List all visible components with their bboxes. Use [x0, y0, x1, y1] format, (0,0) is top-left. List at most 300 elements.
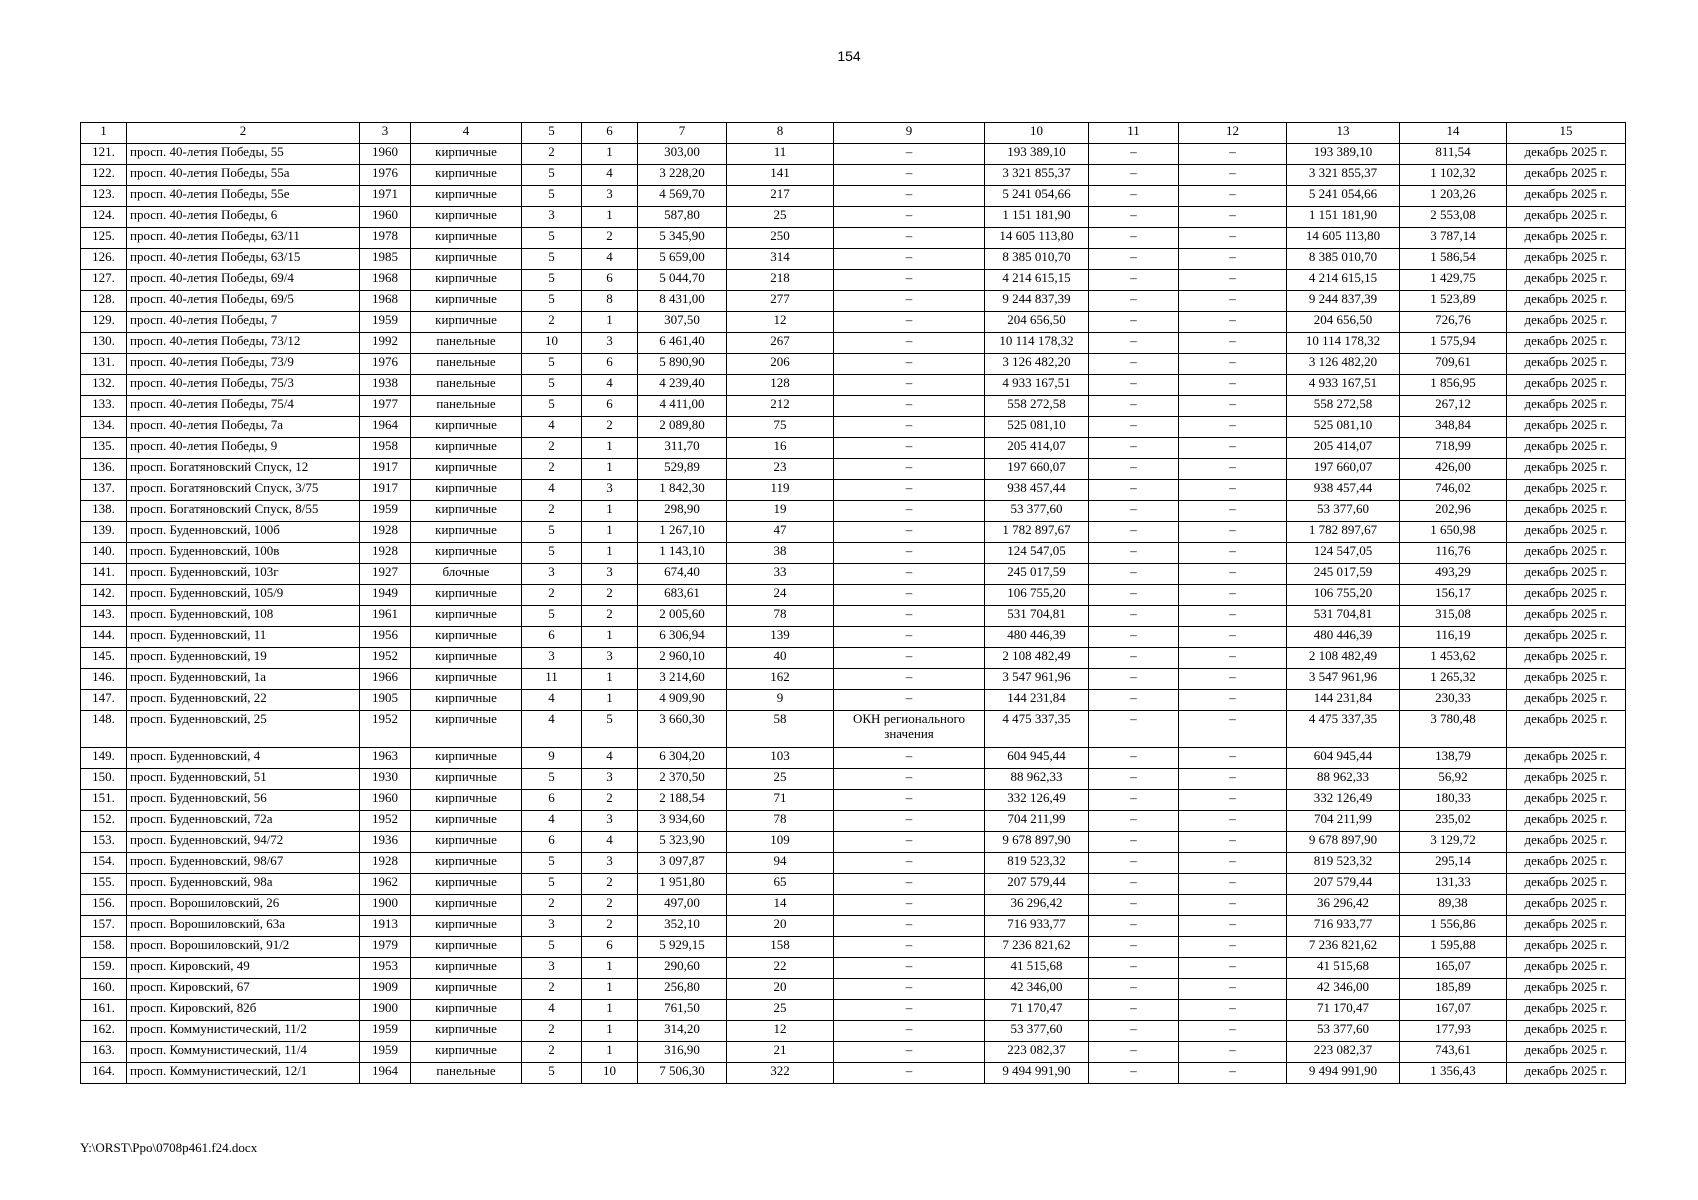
table-cell: 8 385 010,70	[1287, 249, 1400, 270]
table-row	[81, 333, 1626, 354]
table-cell: 1 586,54	[1400, 249, 1507, 270]
table-cell: просп. 40-летия Победы, 6	[127, 207, 360, 228]
table-cell: 3	[582, 769, 638, 790]
table-cell: 1	[582, 459, 638, 480]
table-cell: декабрь 2025 г.	[1507, 853, 1626, 874]
table-cell: 53 377,60	[1287, 1021, 1400, 1042]
table-cell: 138.	[81, 501, 127, 522]
table-cell: кирпичные	[411, 811, 522, 832]
table-cell: 2 005,60	[638, 606, 727, 627]
table-cell: 3	[522, 958, 582, 979]
table-cell: 56,92	[1400, 769, 1507, 790]
table-row	[81, 832, 1626, 853]
table-cell: 1959	[360, 312, 411, 333]
table-cell: –	[1089, 853, 1179, 874]
table-cell: 480 446,39	[1287, 627, 1400, 648]
table-cell: –	[1089, 748, 1179, 769]
table-cell: 2	[522, 979, 582, 1000]
table-cell: декабрь 2025 г.	[1507, 375, 1626, 396]
table-cell: 2	[522, 1021, 582, 1042]
table-cell: 131.	[81, 354, 127, 375]
table-cell: –	[1089, 606, 1179, 627]
table-cell: просп. Буденновский, 25	[127, 711, 360, 748]
table-row	[81, 958, 1626, 979]
table-cell: просп. 40-летия Победы, 63/11	[127, 228, 360, 249]
table-cell: 493,29	[1400, 564, 1507, 585]
table-cell: кирпичные	[411, 874, 522, 895]
table-cell: 1928	[360, 543, 411, 564]
table-row	[81, 606, 1626, 627]
table-cell: 1992	[360, 333, 411, 354]
table-cell: 20	[727, 979, 834, 1000]
table-cell: 42 346,00	[1287, 979, 1400, 1000]
table-cell: декабрь 2025 г.	[1507, 186, 1626, 207]
table-cell: просп. Богатяновский Спуск, 12	[127, 459, 360, 480]
table-cell: 1938	[360, 375, 411, 396]
table-cell: 1 595,88	[1400, 937, 1507, 958]
table-cell: –	[1089, 1042, 1179, 1063]
table-cell: 1	[582, 690, 638, 711]
table-cell: кирпичные	[411, 748, 522, 769]
table-cell: 3 126 482,20	[985, 354, 1089, 375]
table-cell: декабрь 2025 г.	[1507, 669, 1626, 690]
table-cell: 58	[727, 711, 834, 748]
table-cell: 1928	[360, 522, 411, 543]
table-row	[81, 375, 1626, 396]
table-cell: 3 934,60	[638, 811, 727, 832]
table-cell: 314	[727, 249, 834, 270]
table-cell: 138,79	[1400, 748, 1507, 769]
table-cell: 7 236 821,62	[1287, 937, 1400, 958]
table-cell: просп. 40-летия Победы, 75/4	[127, 396, 360, 417]
table-cell: –	[834, 522, 985, 543]
table-cell: –	[1179, 165, 1287, 186]
table-cell: –	[834, 438, 985, 459]
table-cell: 164.	[81, 1063, 127, 1084]
table-cell: 157.	[81, 916, 127, 937]
table-cell: 1952	[360, 711, 411, 748]
table-cell: просп. Буденновский, 100б	[127, 522, 360, 543]
table-cell: 1959	[360, 501, 411, 522]
table-cell: –	[1089, 937, 1179, 958]
table-cell: просп. Богатяновский Спуск, 3/75	[127, 480, 360, 501]
table-cell: 1 265,32	[1400, 669, 1507, 690]
table-cell: 1 102,32	[1400, 165, 1507, 186]
table-cell: –	[1179, 874, 1287, 895]
table-cell: кирпичные	[411, 480, 522, 501]
table-cell: просп. Буденновский, 1а	[127, 669, 360, 690]
table-cell: –	[1179, 1021, 1287, 1042]
table-cell: кирпичные	[411, 627, 522, 648]
table-row	[81, 543, 1626, 564]
table-cell: 5	[522, 396, 582, 417]
table-cell: –	[834, 853, 985, 874]
table-cell: просп. Буденновский, 108	[127, 606, 360, 627]
table-cell: –	[834, 459, 985, 480]
table-cell: 1	[582, 1042, 638, 1063]
table-cell: 4	[582, 748, 638, 769]
table-cell: 1 143,10	[638, 543, 727, 564]
table-cell: 1985	[360, 249, 411, 270]
table-cell: 1 151 181,90	[985, 207, 1089, 228]
table-row	[81, 522, 1626, 543]
table-cell: –	[1089, 207, 1179, 228]
table-cell: 348,84	[1400, 417, 1507, 438]
table-row	[81, 1000, 1626, 1021]
table-cell: –	[1089, 874, 1179, 895]
table-cell: 193 389,10	[985, 144, 1089, 165]
table-cell: 9 244 837,39	[985, 291, 1089, 312]
table-cell: –	[834, 270, 985, 291]
table-cell: 53 377,60	[985, 1021, 1089, 1042]
table-cell: 2 108 482,49	[1287, 648, 1400, 669]
table-cell: декабрь 2025 г.	[1507, 648, 1626, 669]
table-cell: –	[1179, 585, 1287, 606]
table-cell: 709,61	[1400, 354, 1507, 375]
column-header: 9	[834, 123, 985, 144]
table-cell: 130.	[81, 333, 127, 354]
table-cell: 315,08	[1400, 606, 1507, 627]
table-cell: –	[1179, 375, 1287, 396]
table-row	[81, 354, 1626, 375]
table-cell: 119	[727, 480, 834, 501]
table-cell: 5	[522, 354, 582, 375]
table-cell: –	[1179, 312, 1287, 333]
table-cell: 144.	[81, 627, 127, 648]
table-cell: 558 272,58	[1287, 396, 1400, 417]
table-cell: 6	[522, 832, 582, 853]
table-cell: 4 933 167,51	[1287, 375, 1400, 396]
table-cell: 1	[582, 501, 638, 522]
table-row	[81, 249, 1626, 270]
table-cell: –	[1179, 627, 1287, 648]
table-cell: 5	[522, 937, 582, 958]
table-cell: 716 933,77	[1287, 916, 1400, 937]
table-cell: 22	[727, 958, 834, 979]
table-cell: –	[1089, 979, 1179, 1000]
table-cell: 9 244 837,39	[1287, 291, 1400, 312]
column-header: 6	[582, 123, 638, 144]
table-cell: –	[1179, 270, 1287, 291]
table-cell: 155.	[81, 874, 127, 895]
table-cell: 1 356,43	[1400, 1063, 1507, 1084]
table-cell: 704 211,99	[1287, 811, 1400, 832]
table-cell: –	[1179, 648, 1287, 669]
table-cell: 19	[727, 501, 834, 522]
table-cell: просп. Кировский, 82б	[127, 1000, 360, 1021]
table-cell: –	[834, 354, 985, 375]
table-cell: –	[1179, 186, 1287, 207]
table-cell: 558 272,58	[985, 396, 1089, 417]
table-cell: просп. 40-летия Победы, 69/4	[127, 270, 360, 291]
table-cell: 116,76	[1400, 543, 1507, 564]
table-cell: 125.	[81, 228, 127, 249]
table-cell: –	[834, 832, 985, 853]
table-cell: просп. 40-летия Победы, 73/9	[127, 354, 360, 375]
table-cell: 5	[522, 270, 582, 291]
table-cell: –	[1179, 748, 1287, 769]
table-cell: 206	[727, 354, 834, 375]
table-cell: –	[1179, 564, 1287, 585]
table-cell: 158.	[81, 937, 127, 958]
table-cell: просп. 40-летия Победы, 69/5	[127, 291, 360, 312]
table-cell: 116,19	[1400, 627, 1507, 648]
table-cell: –	[834, 186, 985, 207]
table-cell: 5	[582, 711, 638, 748]
table-cell: декабрь 2025 г.	[1507, 979, 1626, 1000]
table-cell: 1958	[360, 438, 411, 459]
table-cell: декабрь 2025 г.	[1507, 312, 1626, 333]
table-cell: 3 780,48	[1400, 711, 1507, 748]
table-cell: 5	[522, 291, 582, 312]
table-cell: 811,54	[1400, 144, 1507, 165]
table-cell: декабрь 2025 г.	[1507, 1000, 1626, 1021]
table-cell: 6	[582, 937, 638, 958]
table-cell: 525 081,10	[985, 417, 1089, 438]
table-cell: 1949	[360, 585, 411, 606]
table-cell: 153.	[81, 832, 127, 853]
table-cell: 160.	[81, 979, 127, 1000]
table-cell: кирпичные	[411, 312, 522, 333]
table-cell: кирпичные	[411, 144, 522, 165]
table-cell: 4 475 337,35	[985, 711, 1089, 748]
table-cell: 1956	[360, 627, 411, 648]
table-cell: просп. 40-летия Победы, 55а	[127, 165, 360, 186]
table-cell: 497,00	[638, 895, 727, 916]
table-cell: –	[834, 874, 985, 895]
table-row	[81, 627, 1626, 648]
table-cell: 133.	[81, 396, 127, 417]
table-cell: 143.	[81, 606, 127, 627]
table-cell: 298,90	[638, 501, 727, 522]
table-cell: декабрь 2025 г.	[1507, 606, 1626, 627]
table-cell: 1960	[360, 790, 411, 811]
table-cell: 5 044,70	[638, 270, 727, 291]
table-cell: 529,89	[638, 459, 727, 480]
table-cell: просп. Буденновский, 4	[127, 748, 360, 769]
table-cell: –	[834, 228, 985, 249]
table-cell: –	[1089, 1000, 1179, 1021]
table-cell: –	[1179, 1063, 1287, 1084]
table-row	[81, 459, 1626, 480]
table-cell: кирпичные	[411, 958, 522, 979]
table-cell: –	[1089, 690, 1179, 711]
table-cell: 525 081,10	[1287, 417, 1400, 438]
table-cell: –	[1089, 249, 1179, 270]
table-cell: 531 704,81	[1287, 606, 1400, 627]
table-cell: 5	[522, 543, 582, 564]
table-cell: 144 231,84	[1287, 690, 1400, 711]
table-cell: 137.	[81, 480, 127, 501]
table-cell: панельные	[411, 396, 522, 417]
table-cell: кирпичные	[411, 979, 522, 1000]
table-cell: 1 650,98	[1400, 522, 1507, 543]
table-cell: 604 945,44	[985, 748, 1089, 769]
table-cell: 103	[727, 748, 834, 769]
table-cell: 145.	[81, 648, 127, 669]
table-row	[81, 769, 1626, 790]
table-cell: 4 569,70	[638, 186, 727, 207]
table-cell: –	[834, 585, 985, 606]
table-cell: 165,07	[1400, 958, 1507, 979]
table-cell: 3 321 855,37	[1287, 165, 1400, 186]
table-row	[81, 1042, 1626, 1063]
table-cell: –	[1089, 165, 1179, 186]
table-cell: 3	[582, 333, 638, 354]
table-cell: 148.	[81, 711, 127, 748]
table-cell: 47	[727, 522, 834, 543]
table-cell: 9	[727, 690, 834, 711]
table-cell: 245 017,59	[985, 564, 1089, 585]
table-cell: 267,12	[1400, 396, 1507, 417]
table-row	[81, 937, 1626, 958]
table-cell: 332 126,49	[985, 790, 1089, 811]
table-cell: 1	[582, 207, 638, 228]
table-cell: 1 575,94	[1400, 333, 1507, 354]
column-header: 1	[81, 123, 127, 144]
table-cell: 150.	[81, 769, 127, 790]
table-cell: декабрь 2025 г.	[1507, 249, 1626, 270]
table-cell: 14 605 113,80	[985, 228, 1089, 249]
table-cell: 161.	[81, 1000, 127, 1021]
table-cell: 167,07	[1400, 1000, 1507, 1021]
table-cell: –	[1179, 769, 1287, 790]
table-cell: 1905	[360, 690, 411, 711]
table-cell: 2 960,10	[638, 648, 727, 669]
table-cell: –	[1179, 480, 1287, 501]
column-header: 15	[1507, 123, 1626, 144]
table-cell: 136.	[81, 459, 127, 480]
table-cell: 7 236 821,62	[985, 937, 1089, 958]
table-row	[81, 291, 1626, 312]
table-cell: –	[834, 958, 985, 979]
table-cell: просп. Ворошиловский, 26	[127, 895, 360, 916]
table-row	[81, 228, 1626, 249]
table-cell: 5 659,00	[638, 249, 727, 270]
table-cell: 134.	[81, 417, 127, 438]
table-cell: просп. Буденновский, 11	[127, 627, 360, 648]
table-cell: кирпичные	[411, 228, 522, 249]
table-cell: –	[1179, 937, 1287, 958]
table-cell: просп. Буденновский, 94/72	[127, 832, 360, 853]
table-cell: кирпичные	[411, 291, 522, 312]
table-cell: 3 126 482,20	[1287, 354, 1400, 375]
table-cell: 78	[727, 606, 834, 627]
table-cell: 159.	[81, 958, 127, 979]
table-cell: 4	[522, 1000, 582, 1021]
table-row	[81, 669, 1626, 690]
table-cell: кирпичные	[411, 916, 522, 937]
table-cell: 88 962,33	[985, 769, 1089, 790]
table-row	[81, 396, 1626, 417]
table-cell: 106 755,20	[985, 585, 1089, 606]
table-cell: 3 321 855,37	[985, 165, 1089, 186]
table-cell: 2	[522, 501, 582, 522]
table-cell: 2 089,80	[638, 417, 727, 438]
table-cell: кирпичные	[411, 585, 522, 606]
table-cell: 1979	[360, 937, 411, 958]
table-cell: 4	[582, 165, 638, 186]
table-cell: –	[1179, 958, 1287, 979]
table-cell: 2	[522, 438, 582, 459]
table-cell: 4 933 167,51	[985, 375, 1089, 396]
table-cell: 38	[727, 543, 834, 564]
table-cell: 78	[727, 811, 834, 832]
table-cell: кирпичные	[411, 501, 522, 522]
table-cell: –	[834, 249, 985, 270]
table-cell: 71 170,47	[985, 1000, 1089, 1021]
table-cell: –	[1089, 916, 1179, 937]
table-cell: 587,80	[638, 207, 727, 228]
table-cell: 938 457,44	[1287, 480, 1400, 501]
column-header: 8	[727, 123, 834, 144]
table-cell: 109	[727, 832, 834, 853]
table-cell: декабрь 2025 г.	[1507, 417, 1626, 438]
table-cell: 204 656,50	[1287, 312, 1400, 333]
table-cell: 129.	[81, 312, 127, 333]
table-cell: 218	[727, 270, 834, 291]
column-header: 11	[1089, 123, 1179, 144]
table-cell: –	[1179, 790, 1287, 811]
table-cell: просп. Коммунистический, 11/4	[127, 1042, 360, 1063]
table-cell: декабрь 2025 г.	[1507, 627, 1626, 648]
table-cell: 156.	[81, 895, 127, 916]
table-row	[81, 165, 1626, 186]
table-cell: 303,00	[638, 144, 727, 165]
table-cell: 1952	[360, 648, 411, 669]
table-cell: кирпичные	[411, 522, 522, 543]
table-cell: 149.	[81, 748, 127, 769]
table-cell: декабрь 2025 г.	[1507, 207, 1626, 228]
table-cell: 147.	[81, 690, 127, 711]
table-cell: 4	[522, 690, 582, 711]
table-cell: кирпичные	[411, 853, 522, 874]
table-cell: 2	[522, 312, 582, 333]
table-cell: кирпичные	[411, 648, 522, 669]
table-cell: –	[1089, 480, 1179, 501]
table-cell: 1913	[360, 916, 411, 937]
table-cell: 128	[727, 375, 834, 396]
table-cell: 25	[727, 1000, 834, 1021]
table-cell: –	[1179, 207, 1287, 228]
table-cell: 140.	[81, 543, 127, 564]
table-cell: 1968	[360, 291, 411, 312]
table-cell: 5	[522, 1063, 582, 1084]
table-cell: 4	[522, 711, 582, 748]
table-cell: –	[1179, 606, 1287, 627]
table-cell: –	[1089, 144, 1179, 165]
table-cell: 10 114 178,32	[1287, 333, 1400, 354]
table-cell: 4 214 615,15	[985, 270, 1089, 291]
table-cell: декабрь 2025 г.	[1507, 165, 1626, 186]
table-row	[81, 853, 1626, 874]
table-cell: –	[1089, 501, 1179, 522]
table-cell: кирпичные	[411, 669, 522, 690]
table-cell: 704 211,99	[985, 811, 1089, 832]
table-cell: 3 547 961,96	[985, 669, 1089, 690]
table-cell: просп. Ворошиловский, 63а	[127, 916, 360, 937]
table-cell: декабрь 2025 г.	[1507, 270, 1626, 291]
table-cell: 10	[582, 1063, 638, 1084]
table-cell: 5 890,90	[638, 354, 727, 375]
table-cell: 158	[727, 937, 834, 958]
column-header: 12	[1179, 123, 1287, 144]
table-cell: 1976	[360, 354, 411, 375]
table-cell: декабрь 2025 г.	[1507, 438, 1626, 459]
table-cell: 9 678 897,90	[1287, 832, 1400, 853]
table-cell: –	[1089, 790, 1179, 811]
table-cell: 235,02	[1400, 811, 1507, 832]
